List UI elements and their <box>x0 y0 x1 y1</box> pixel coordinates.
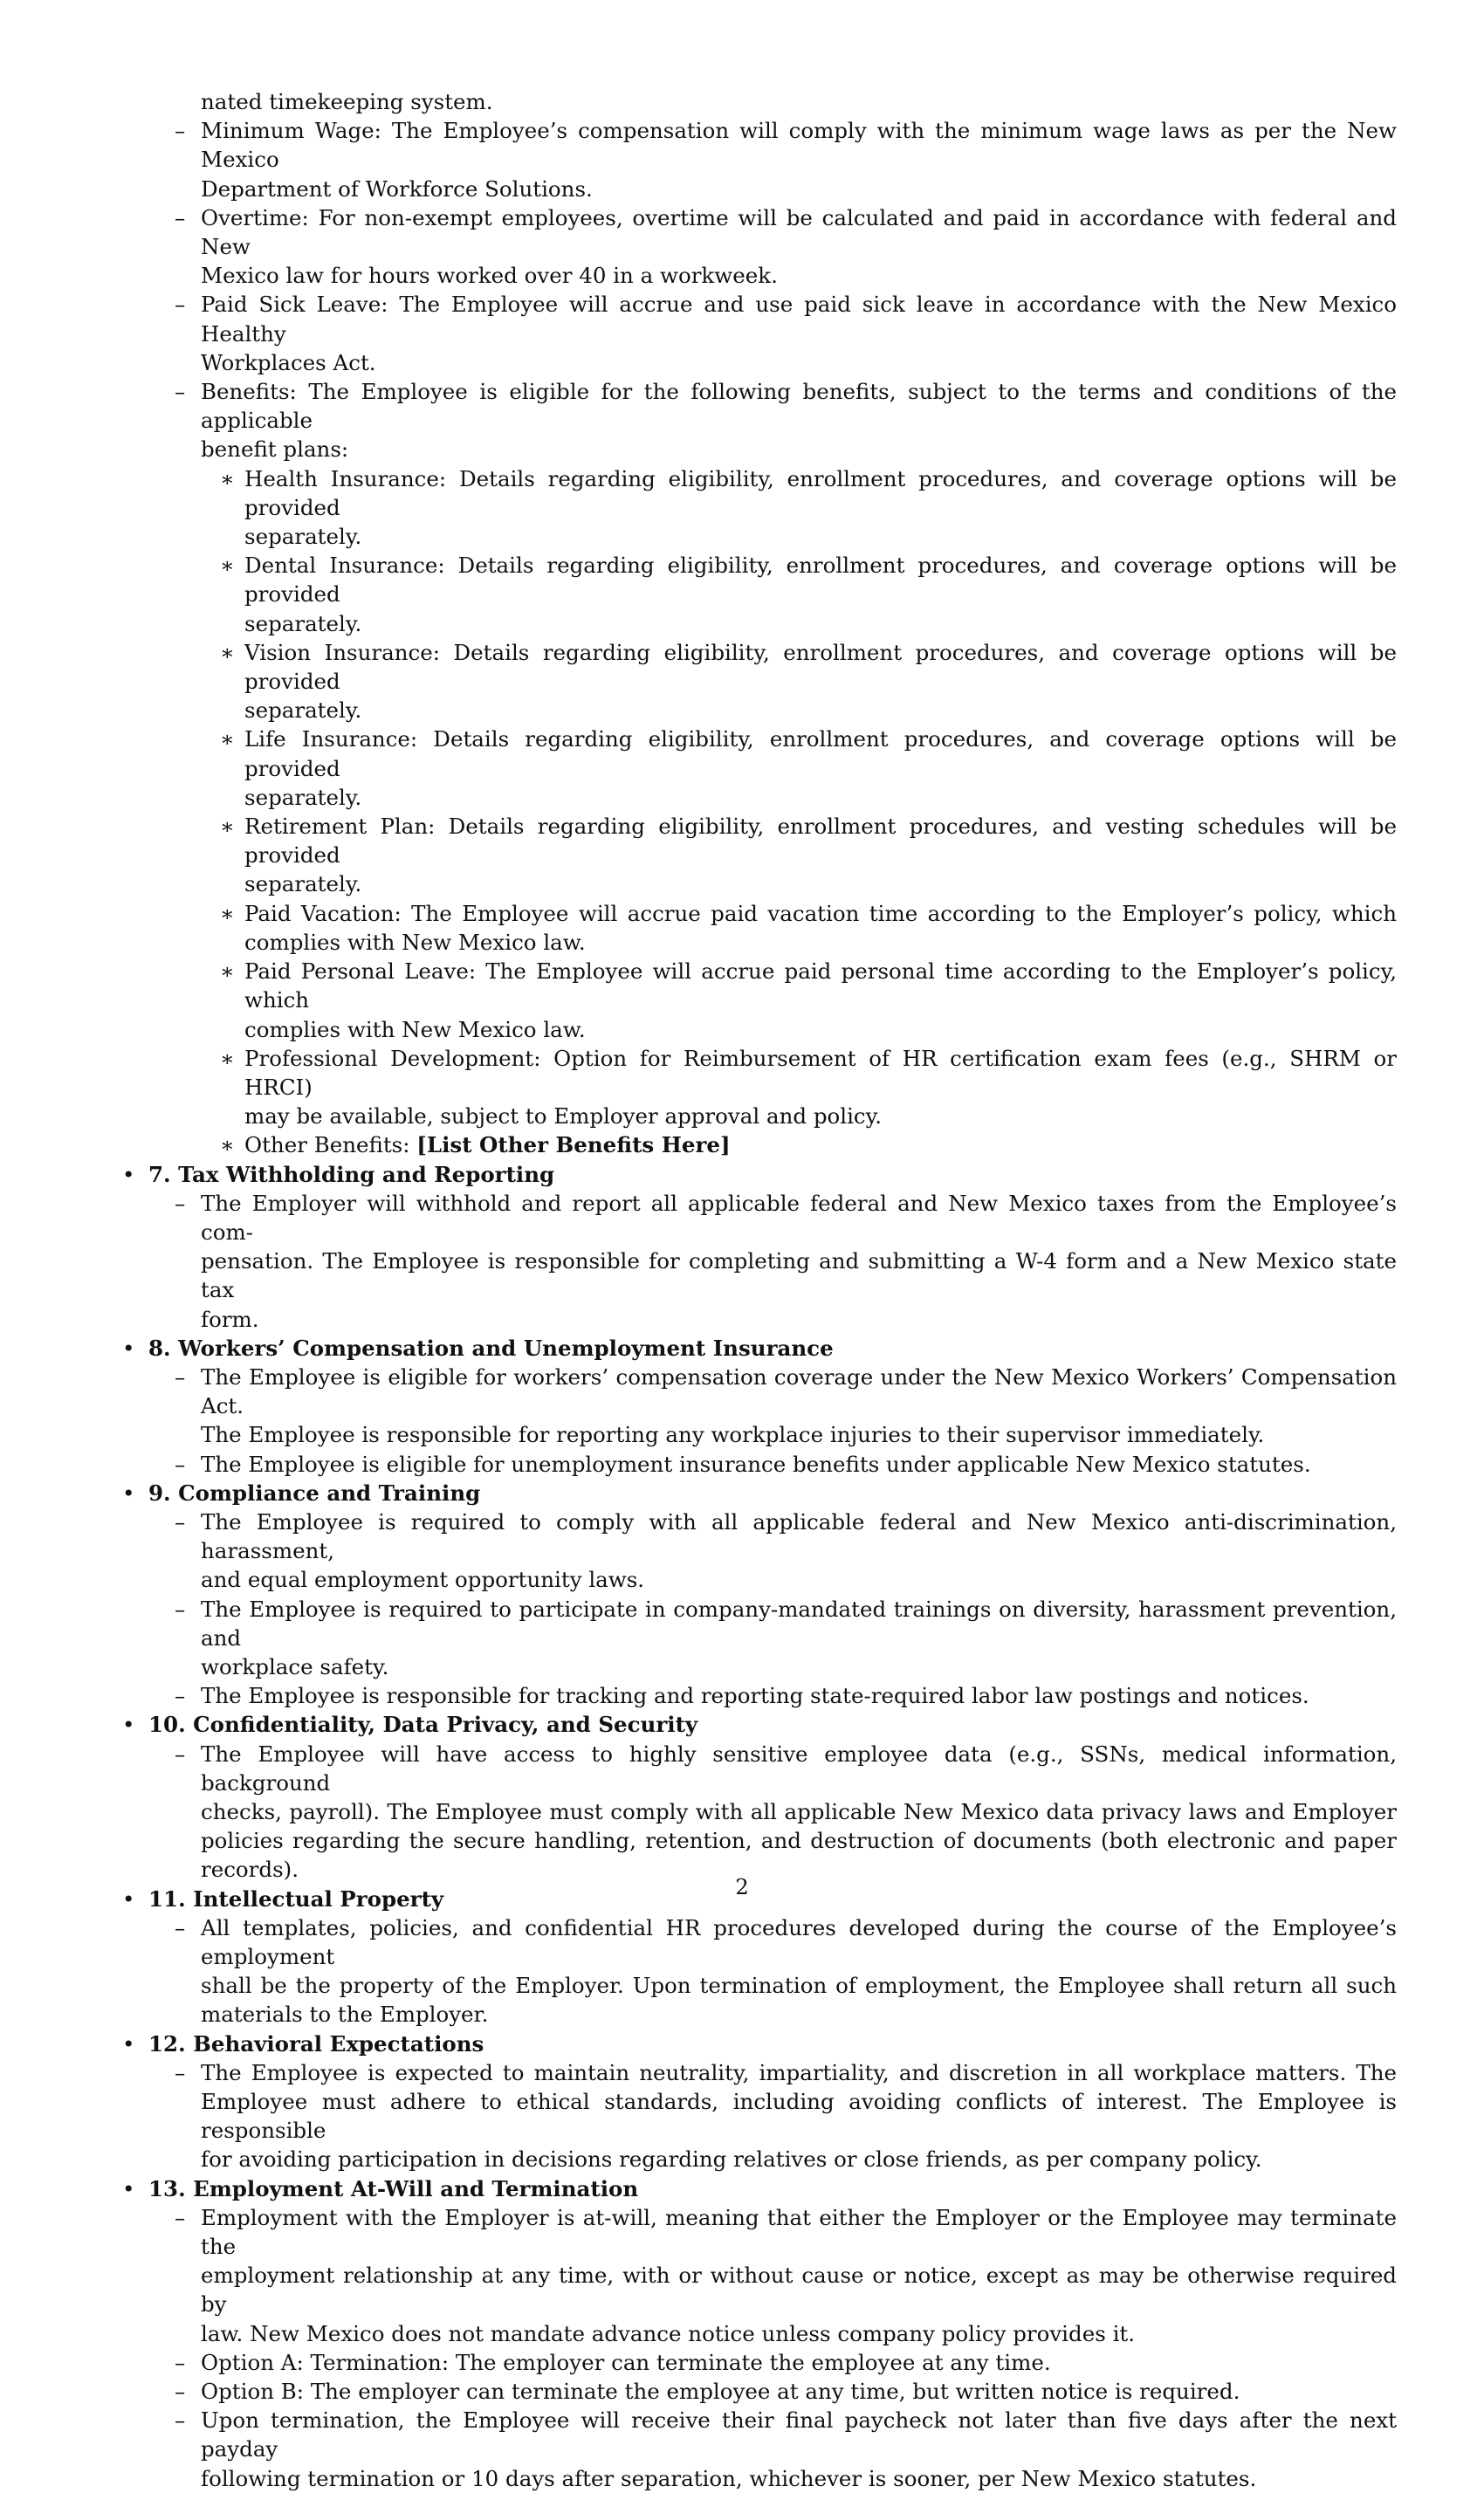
line-text: The Employee is expected to maintain neutrality, impartiality, and discretion in all workplace matters. The <box>201 2059 1397 2085</box>
text-line <box>122 1652 1397 1681</box>
section <box>122 1885 1397 2029</box>
list-item <box>122 2406 1397 2493</box>
line-text: The Employee is required to participate in company-mandated trainings on diversity, harassment prevention, and <box>201 1596 1397 1651</box>
text-line <box>122 2464 1397 2493</box>
line-text: separately. <box>244 697 362 724</box>
line-text: shall be the property of the Employer. Upon termination of employment, the Employee shall return all such <box>201 1973 1397 1999</box>
line-text: Paid Vacation: The Employee will accrue paid vacation time according to the Employer’s policy, which <box>244 900 1397 926</box>
benefits-list <box>122 464 1397 1131</box>
line-text: workplace safety. <box>201 1653 389 1679</box>
line-text: Dental Insurance: Details regarding eligibility, enrollment procedures, and coverage options will be provided <box>244 553 1397 608</box>
subitem-marker: ∗ <box>220 958 235 985</box>
text-line <box>122 899 1397 928</box>
line-text: Health Insurance: Details regarding eligibility, enrollment procedures, and coverage options will be provided <box>244 465 1397 520</box>
text-line <box>122 2377 1397 2406</box>
line-text: Life Insurance: Details regarding eligibility, enrollment procedures, and coverage options will be provided <box>244 726 1397 781</box>
item-dash: – <box>175 292 186 318</box>
subitem-marker: ∗ <box>220 1045 235 1071</box>
text-line <box>122 1363 1397 1420</box>
item-dash: – <box>175 1914 186 1940</box>
line-text: employment relationship at any time, with or without cause or notice, except as may be otherwise required by <box>201 2263 1397 2318</box>
section <box>122 1479 1397 1711</box>
line-text: Paid Personal Leave: The Employee will accrue paid personal time according to the Employer’s policy, which <box>244 958 1397 1013</box>
subitem-marker: ∗ <box>220 814 235 840</box>
item-dash: – <box>175 1363 186 1390</box>
line-text: All templates, policies, and confidential HR procedures developed during the course of the Employee’s employment <box>201 1914 1397 1969</box>
other-benefits-label: Other Benefits: <box>244 1132 417 1158</box>
line-text: benefit plans: <box>201 436 349 463</box>
item-dash: – <box>175 1683 186 1709</box>
item-dash: – <box>175 1451 186 1477</box>
line-text: checks, payroll). The Employee must comply with all applicable New Mexico data privacy laws and Employer <box>201 1798 1397 1824</box>
subitem-marker: ∗ <box>220 639 235 665</box>
section <box>122 1160 1397 1334</box>
line-text: The Employee is eligible for workers’ compensation coverage under the New Mexico Workers’ Compensation Act. <box>201 1363 1397 1419</box>
line-text: Employee must adhere to ethical standards, including avoiding conflicts of interest. The Employee is responsible <box>201 2089 1397 2144</box>
item-dash: – <box>175 1596 186 1622</box>
line-text: and equal employment opportunity laws. <box>201 1567 645 1593</box>
text-line <box>122 175 1397 203</box>
section-heading-text: 8. Workers’ Compensation and Unemployment Insurance <box>148 1335 834 1361</box>
line-text: pensation. The Employee is responsible for completing and submitting a W-4 form and a New Mexico state tax <box>201 1248 1397 1303</box>
text-line <box>122 783 1397 812</box>
text-line <box>122 1971 1397 2000</box>
list-item-benefit <box>122 899 1397 957</box>
text-line <box>122 1797 1397 1826</box>
line-text: Overtime: For non-exempt employees, overtime will be calculated and paid in accordance with federal and New <box>201 204 1397 260</box>
line-text: The Employee is responsible for reporting any workplace injuries to their supervisor immediately. <box>201 1422 1265 1448</box>
text-line <box>122 638 1397 696</box>
text-line <box>122 2087 1397 2145</box>
list-item-benefit <box>122 464 1397 552</box>
line-text: Employment with the Employer is at-will, meaning that either the Employer or the Employee may terminate the <box>201 2204 1397 2260</box>
section-bullet: • <box>122 2175 135 2201</box>
section-heading-text: 9. Compliance and Training <box>148 1480 481 1506</box>
section-bullet: • <box>122 1335 135 1361</box>
subitem-marker: ∗ <box>220 726 235 752</box>
section <box>122 1334 1397 1479</box>
subitem-marker: ∗ <box>220 553 235 579</box>
line-text: separately. <box>244 610 362 636</box>
item-dash: – <box>175 2407 186 2434</box>
text-line <box>122 1450 1397 1479</box>
item-dash: – <box>175 1190 186 1216</box>
line-text: materials to the Employer. <box>201 2002 489 2028</box>
continued-text: nated timekeeping system. <box>201 89 493 114</box>
section-bullet: • <box>122 1161 135 1187</box>
subitem-marker: ∗ <box>220 1132 235 1158</box>
list-item-benefit <box>122 812 1397 899</box>
section-bullet: • <box>122 1480 135 1506</box>
text-line <box>122 1189 1397 1246</box>
text-line <box>122 1913 1397 1971</box>
text-line <box>122 1740 1397 1797</box>
line-text: The Employee is required to comply with all applicable federal and New Mexico anti-discrimination, harassment, <box>201 1508 1397 1564</box>
list-item <box>122 1450 1397 1479</box>
list-item-benefit <box>122 725 1397 812</box>
text-line <box>122 869 1397 898</box>
list-item <box>122 2058 1397 2174</box>
list-item <box>122 203 1397 291</box>
line-text: Option B: The employer can terminate the employee at any time, but written notice is required. <box>201 2379 1240 2405</box>
sections <box>122 1160 1397 2493</box>
text-line <box>122 377 1397 435</box>
line-text: complies with New Mexico law. <box>244 929 586 955</box>
text-line <box>122 2348 1397 2377</box>
line-text: The Employee will have access to highly sensitive employee data (e.g., SSNs, medical information, background <box>201 1741 1397 1796</box>
item-dash: – <box>175 118 186 144</box>
list-item <box>122 1595 1397 1682</box>
item-dash: – <box>175 379 186 405</box>
line-text: Benefits: The Employee is eligible for the following benefits, subject to the terms and conditions of the applicable <box>201 379 1397 434</box>
line-text: separately. <box>244 524 362 550</box>
text-line <box>122 812 1397 869</box>
list-item <box>122 1363 1397 1450</box>
list-item <box>122 2377 1397 2406</box>
section-heading <box>122 1334 1397 1363</box>
text-line <box>122 290 1397 347</box>
text-line <box>122 2058 1397 2087</box>
line-text: The Employee is eligible for unemployment insurance benefits under applicable New Mexico statutes. <box>201 1451 1311 1477</box>
text-line <box>122 1595 1397 1652</box>
section-bullet: • <box>122 2030 135 2057</box>
section-heading <box>122 1710 1397 1739</box>
line-text: Retirement Plan: Details regarding eligibility, enrollment procedures, and vesting schedules will be provided <box>244 814 1397 869</box>
text-line <box>122 2000 1397 2029</box>
list-item-other-benefits <box>122 1130 1397 1159</box>
line-text: Professional Development: Option for Reimbursement of HR certification exam fees (e.g., SHRM or HRCI) <box>244 1045 1397 1100</box>
section-heading-text: 12. Behavioral Expectations <box>148 2030 484 2057</box>
item-dash: – <box>175 1508 186 1535</box>
list-item <box>122 1189 1397 1334</box>
text-line <box>122 609 1397 638</box>
text-line <box>122 348 1397 377</box>
section-heading-text: 10. Confidentiality, Data Privacy, and Security <box>148 1712 698 1738</box>
section-heading <box>122 2174 1397 2203</box>
section-heading-text: 11. Intellectual Property <box>148 1885 444 1912</box>
item-dash: – <box>175 2379 186 2405</box>
text-line <box>122 1102 1397 1130</box>
text-line <box>122 1015 1397 1044</box>
list-item <box>122 2348 1397 2377</box>
line-text: Department of Workforce Solutions. <box>201 175 593 202</box>
line-text: Mexico law for hours worked over 40 in a workweek. <box>201 263 778 289</box>
list-item <box>122 1681 1397 1710</box>
text-line <box>122 725 1397 782</box>
section-heading-text: 13. Employment At-Will and Termination <box>148 2175 639 2201</box>
section-heading-text: 7. Tax Withholding and Reporting <box>148 1161 555 1187</box>
text-line <box>122 1305 1397 1334</box>
line-text: The Employer will withhold and report all applicable federal and New Mexico taxes from the Employee’s com- <box>201 1190 1397 1245</box>
line-text: Vision Insurance: Details regarding eligibility, enrollment procedures, and coverage options will be provided <box>244 639 1397 695</box>
list-item <box>122 1913 1397 2029</box>
text-line <box>122 2145 1397 2174</box>
text-line <box>122 1246 1397 1304</box>
section <box>122 1710 1397 1884</box>
line-text: form. <box>201 1306 259 1332</box>
section-bullet: • <box>122 1885 135 1912</box>
text-line <box>122 2319 1397 2348</box>
text-line <box>122 203 1397 261</box>
line-text: following termination or 10 days after separation, whichever is sooner, per New Mexico statutes. <box>201 2465 1257 2491</box>
list-item <box>122 377 1397 464</box>
line-text: The Employee is responsible for tracking and reporting state-required labor law postings and notices. <box>201 1683 1309 1709</box>
line-text: policies regarding the secure handling, retention, and destruction of documents (both electronic and paper records). <box>201 1828 1397 1883</box>
line-text: Upon termination, the Employee will receive their final paycheck not later than five days after the next payday <box>201 2407 1397 2462</box>
section-heading <box>122 1160 1397 1189</box>
item-dash: – <box>175 2059 186 2085</box>
section-6-items <box>122 116 1397 464</box>
list-item-benefit <box>122 551 1397 638</box>
subitem-marker: ∗ <box>220 900 235 926</box>
list-item <box>122 116 1397 203</box>
text-line <box>122 435 1397 464</box>
text-line <box>122 928 1397 957</box>
text-line <box>122 2203 1397 2261</box>
list-item-benefit <box>122 638 1397 725</box>
item-dash: – <box>175 2204 186 2230</box>
list-item <box>122 1740 1397 1885</box>
page-number: 2 <box>735 1874 749 1899</box>
section-heading <box>122 2029 1397 2058</box>
line-text: Workplaces Act. <box>201 349 376 375</box>
line-text: Paid Sick Leave: The Employee will accrue and use paid sick leave in accordance with the New Mexico Healthy <box>201 292 1397 347</box>
line-text: separately. <box>244 871 362 897</box>
list-item <box>122 1507 1397 1595</box>
text-line <box>122 261 1397 290</box>
item-dash: – <box>175 204 186 230</box>
other-benefits-placeholder: [List Other Benefits Here] <box>416 1132 731 1158</box>
document-body <box>122 87 1397 2493</box>
line-text: for avoiding participation in decisions regarding relatives or close friends, as per company policy. <box>201 2146 1262 2173</box>
line-text: Minimum Wage: The Employee’s compensation will comply with the minimum wage laws as per the New Mexico <box>201 118 1397 173</box>
line-text: may be available, subject to Employer approval and policy. <box>244 1103 883 1130</box>
text-line <box>122 2261 1397 2318</box>
text-line <box>122 464 1397 522</box>
text-line <box>122 1507 1397 1565</box>
section <box>122 2029 1397 2174</box>
text-line <box>122 1044 1397 1102</box>
line-text: separately. <box>244 784 362 810</box>
section <box>122 2174 1397 2493</box>
text-line <box>122 1420 1397 1449</box>
item-dash: – <box>175 2349 186 2375</box>
section-bullet: • <box>122 1712 135 1738</box>
line-text: complies with New Mexico law. <box>244 1016 586 1042</box>
text-line <box>122 2406 1397 2463</box>
line-text: law. New Mexico does not mandate advance notice unless company policy provides it. <box>201 2320 1136 2346</box>
list-item <box>122 2203 1397 2348</box>
text-line <box>122 957 1397 1014</box>
text-line <box>122 116 1397 174</box>
text-line <box>122 696 1397 725</box>
text-line <box>122 551 1397 608</box>
list-item <box>122 290 1397 377</box>
text-line <box>122 522 1397 551</box>
subitem-marker: ∗ <box>220 465 235 491</box>
text-line <box>122 1681 1397 1710</box>
line-text: Option A: Termination: The employer can terminate the employee at any time. <box>201 2349 1051 2375</box>
list-item-benefit <box>122 1044 1397 1131</box>
section-heading <box>122 1479 1397 1507</box>
list-item-benefit <box>122 957 1397 1044</box>
text-line <box>122 1565 1397 1594</box>
item-dash: – <box>175 1741 186 1767</box>
